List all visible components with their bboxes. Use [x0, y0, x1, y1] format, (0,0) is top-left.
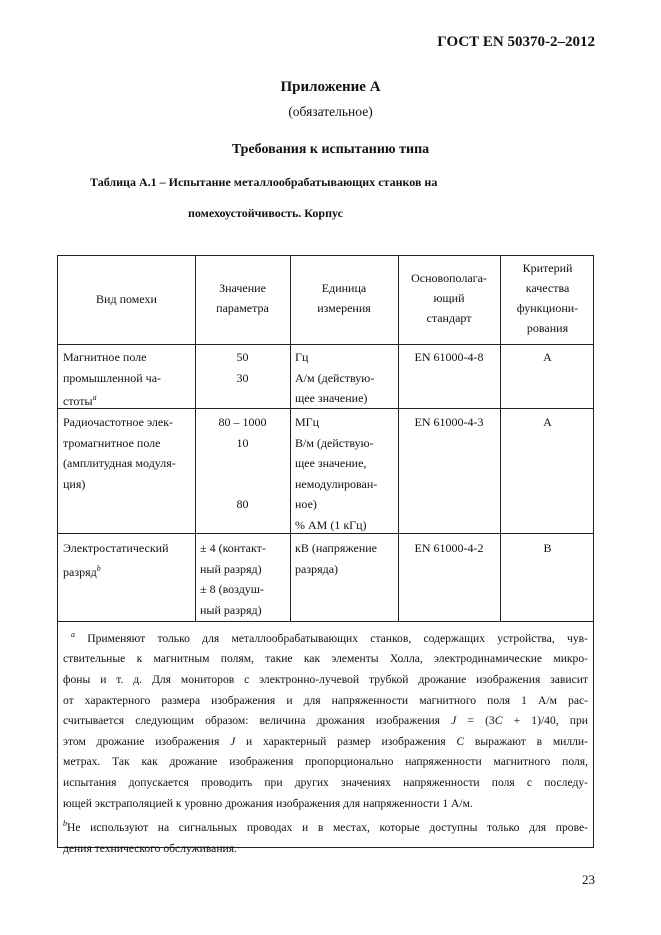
- row-1-standard: EN 61000-4-8: [414, 350, 484, 364]
- row-1-values: 50 30: [236, 350, 249, 385]
- page-number: 23: [582, 872, 595, 887]
- row-3-units: кВ (напряжение разряда): [295, 541, 377, 576]
- row-2-units: МГц В/м (действую- щее значение, немодулирован- ное) % АМ (1 кГц): [295, 415, 378, 532]
- row-2-criterion: А: [543, 415, 552, 429]
- row-1-criterion: А: [543, 350, 552, 364]
- header-criterion: Критерий качества функциони- рования: [516, 261, 579, 335]
- footnote-a-line: ствительные к магнитным полям, такие как элементы Холла, электродинамические микро-: [63, 652, 588, 666]
- row-1-interference: Магнитное поле промышленной ча- стоты$^a$: [63, 350, 162, 408]
- appendix-title: Приложение А: [280, 79, 381, 95]
- document-code: ГОСТ EN 50370-2–2012: [437, 34, 595, 50]
- footnote-a-line: фоны и т. д. Для мониторов с электронно-лучевой трубкой дрожание изображения зависит: [63, 673, 588, 687]
- footnote-a-line: испытания допускается проводить при других значениях напряженности поля с последу-: [63, 776, 588, 790]
- appendix-subtitle: (обязательное): [288, 104, 373, 119]
- row-2-values: 80 – 1000 10 80: [218, 415, 267, 511]
- row-3-criterion: В: [543, 541, 552, 555]
- footnote-a-line: $^a$ Применяют только для металлообрабатывающих станков, содержащих устройства, чув-: [71, 630, 588, 645]
- footnote-a-line: ющей экстраполяцией к уровню дрожания изображения для напряженности 1 А/м.: [63, 796, 473, 810]
- footnote-mark-b: b: [96, 563, 101, 573]
- row-1-units: Гц А/м (действую- щее значение): [295, 350, 375, 405]
- table-caption-line-1: Таблица А.1 – Испытание металлообрабатывающих станков на: [90, 175, 438, 189]
- row-2-standard: EN 61000-4-3: [414, 415, 484, 429]
- footnote-mark-a: a: [92, 393, 97, 402]
- row-2-interference: Радиочастотное элек- тромагнитное поле (амплитудная модуля- ция): [63, 415, 176, 491]
- header-value: Значение параметра: [216, 281, 269, 315]
- header-interference: Вид помехи: [96, 292, 157, 306]
- requirements-title: Требования к испытанию типа: [231, 142, 430, 157]
- header-standard: Основополага- ющий стандарт: [411, 271, 487, 325]
- footnote-b-line: $^b$Не используют на сигнальных проводах и в местах, которые доступны только для прове-: [63, 819, 588, 835]
- table-divider: [58, 344, 593, 345]
- row-3-values: ± 4 (контакт- ный разряд) ± 8 (воздуш- ный разряд): [200, 541, 266, 617]
- footnote-a-formula-line: считывается следующим образом: величина дрожания изображения J = (3C + 1)/40, при: [63, 714, 588, 728]
- row-3-standard: EN 61000-4-2: [414, 541, 484, 555]
- footnote-a-line: от характерного размера изображения и для напряженности магнитного поля 1 А/м рас-: [63, 693, 588, 707]
- footnote-a-line: метрах. Так как дрожание изображения пропорционально напряженности магнитного поля,: [63, 755, 588, 769]
- row-3-interference: Электростатический разряд$^b$: [63, 541, 169, 579]
- table-caption-line-2: помехоустойчивость. Корпус: [188, 206, 343, 220]
- header-unit: Единица измерения: [317, 281, 371, 315]
- immunity-table: [57, 255, 594, 855]
- table-footnotes: [63, 625, 588, 859]
- table-divider: [58, 621, 593, 622]
- footnote-b-line: дения технического обслуживания.: [63, 841, 237, 855]
- footnote-a-line: этом дрожание изображения J и характерный размер изображения C выражают в милли-: [63, 734, 588, 748]
